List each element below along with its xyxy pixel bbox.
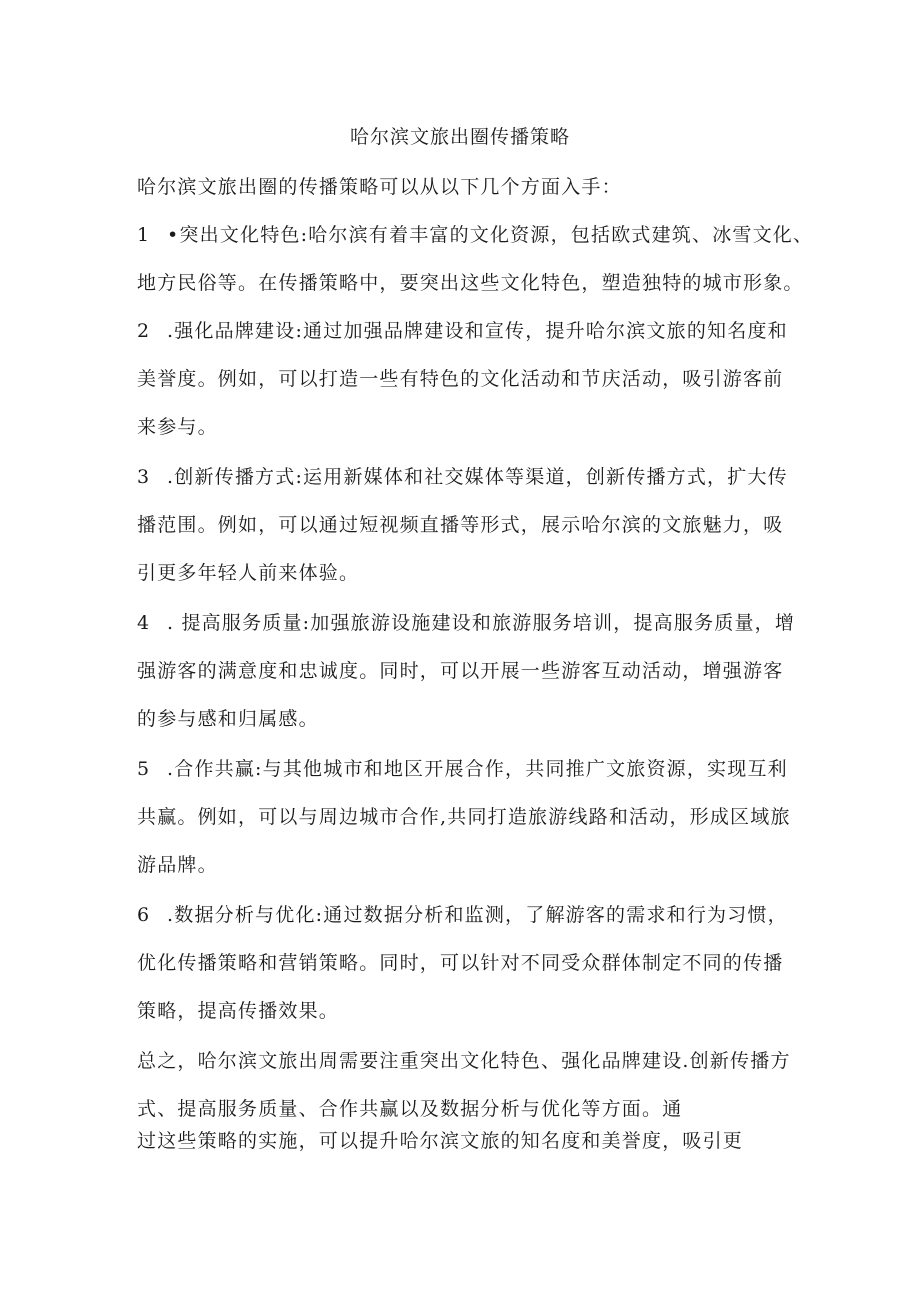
list-item-3-line-2: 播范围。例如，可以通过短视频直播等形式，展示哈尔滨的文旅魅力，吸 [137, 514, 784, 536]
list-item-4-line-3: 的参与感和归属感。 [137, 708, 319, 730]
list-item-number: 5 [137, 758, 151, 780]
intro-paragraph: 哈尔滨文旅出圈的传播策略可以从以下几个方面入手： [137, 176, 622, 198]
list-item-5-line-1: 5 .合作共赢:与其他城市和地区开展合作，共同推广文旅资源，实现互利 [137, 758, 788, 780]
list-item-2-line-2: 美誉度。例如，可以打造一些有特色的文化活动和节庆活动，吸引游客前 [137, 368, 784, 390]
list-item-2-line-1: 2 .强化品牌建设:通过加强品牌建设和宣传，提升哈尔滨文旅的知名度和 [137, 320, 788, 342]
list-item-5-line-3: 游品牌。 [137, 854, 218, 876]
list-item-3-line-3: 引更多年轻人前来体验。 [137, 562, 360, 584]
list-item-3-line-1: 3 .创新传播方式:运用新媒体和社交媒体等渠道，创新传播方式，扩大传 [137, 466, 788, 488]
list-item-2-line-3: 来参与。 [137, 416, 218, 438]
list-item-number: 1 [137, 224, 151, 246]
list-item-1-line-1: 1 •突出文化特色:哈尔滨有着丰富的文化资源，包括欧式建筑、冰雪文化、 [137, 224, 814, 246]
list-item-6-line-3: 策略，提高传播效果。 [137, 1000, 340, 1022]
list-item-6-line-2: 优化传播策略和营销策略。同时，可以针对不同受众群体制定不同的传播 [137, 952, 784, 974]
list-item-number: 3 [137, 466, 151, 488]
list-item-6-line-1: 6 .数据分析与优化:通过数据分析和监测，了解游客的需求和行为习惯， [137, 904, 788, 926]
document-title: 哈尔滨文旅出圈传播策略 [349, 126, 570, 148]
list-item-4-line-1: 4 . 提高服务质量:加强旅游设施建设和旅游服务培训，提高服务质量，增 [137, 612, 796, 634]
list-item-4-line-2: 强游客的满意度和忠诚度。同时，可以开展一些游客互动活动，增强游客 [137, 660, 784, 682]
list-item-1-line-2: 地方民俗等。在传播策略中，要突出这些文化特色，塑造独特的城市形象。 [137, 272, 804, 294]
conclusion-line-1: 总之，哈尔滨文旅出周需要注重突出文化特色、强化品牌建设.创新传播方 [137, 1050, 791, 1072]
list-item-number: 6 [137, 904, 151, 926]
conclusion-line-3: 过这些策略的实施，可以提升哈尔滨文旅的知名度和美誉度，吸引更 [137, 1130, 744, 1152]
list-item-5-line-2: 共赢。例如，可以与周边城市合作,共同打造旅游线路和活动，形成区域旅 [137, 806, 791, 828]
conclusion-line-2: 式、提高服务质量、合作共赢以及数据分析与优化等方面。通 [137, 1098, 683, 1120]
list-item-number: 2 [137, 320, 151, 342]
list-item-number: 4 [137, 612, 151, 634]
